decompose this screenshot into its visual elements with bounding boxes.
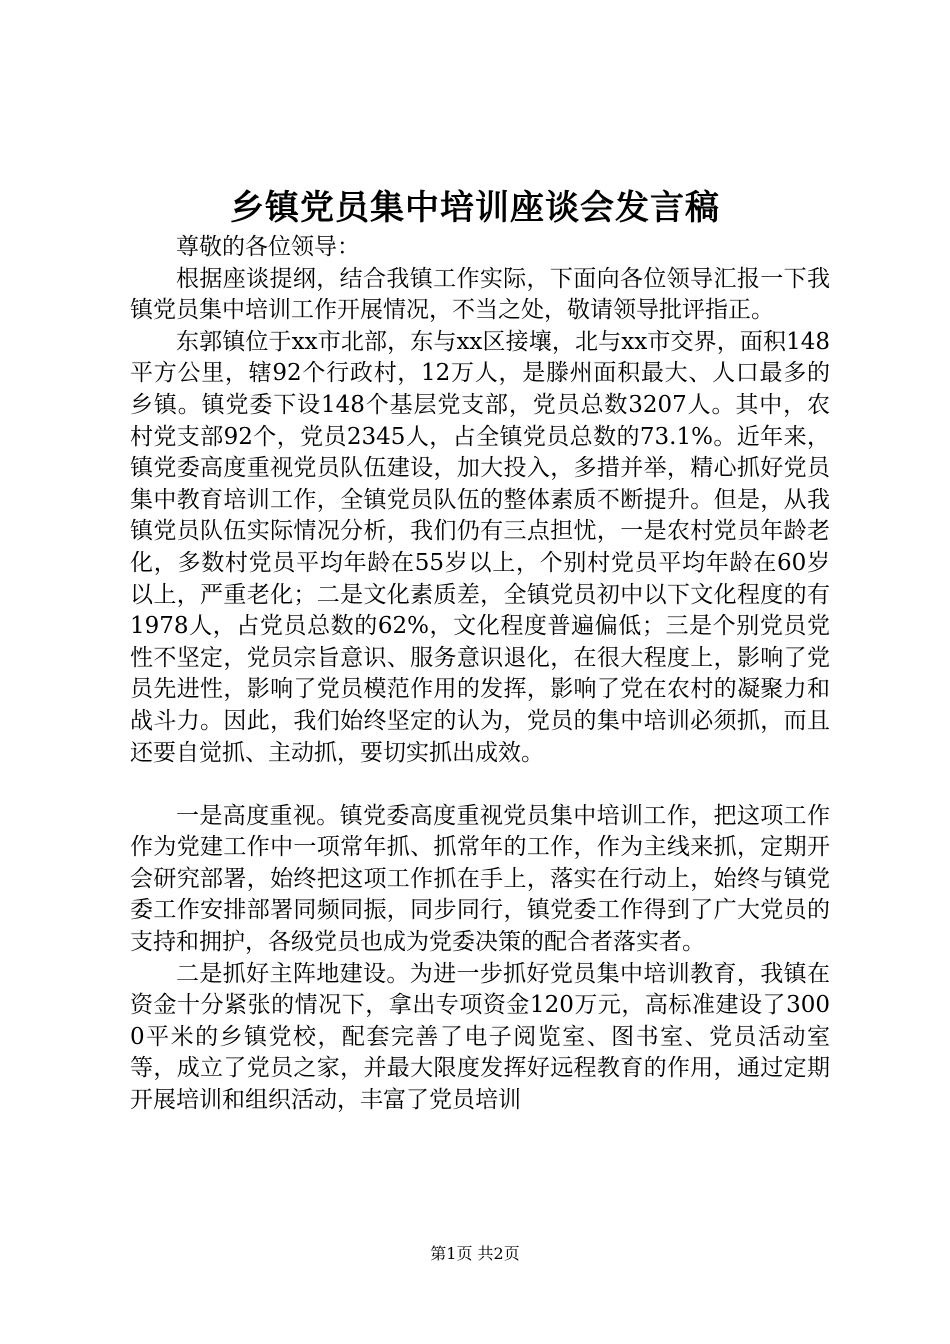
paragraph-point-one: 一是高度重视。镇党委高度重视党员集中培训工作，把这项工作作为党建工作中一项常年抓、抓常年的工作，作为主线来抓，定期开会研究部署，始终把这项工作抓在手上，落实在行动上，始终与镇党委工作安排部署同频同振，同步同行，镇党委工作得到了广大党员的支持和拥护，各级党员也成为党委决策的配合者落实者。	[130, 802, 830, 956]
document-body	[130, 232, 830, 1117]
page-footer: 第1页 共2页	[430, 1244, 520, 1263]
paragraph-intro: 根据座谈提纲，结合我镇工作实际，下面向各位领导汇报一下我镇党员集中培训工作开展情况，不当之处，敬请领导批评指正。	[130, 265, 830, 324]
paragraph-spacer	[130, 769, 830, 801]
salutation: 尊敬的各位领导：	[176, 234, 360, 260]
document-title: 乡镇党员集中培训座谈会发言稿	[230, 188, 720, 228]
paragraph-point-two: 二是抓好主阵地建设。为进一步抓好党员集中培训教育，我镇在资金十分紧张的情况下，拿出专项资金120万元，高标准建设了3000平米的乡镇党校，配套完善了电子阅览室、图书室、党员活动室等，成立了党员之家，并最大限度发挥好远程教育的作用，通过定期开展培训和组织活动，丰富了党员培训	[130, 960, 830, 1114]
paragraph-overview: 东郭镇位于xx市北部，东与xx区接壤，北与xx市交界，面积148平方公里，辖92个行政村，12万人，是滕州面积最大、人口最多的乡镇。镇党委下设148个基层党支部，党员总数3207人。其中，农村党支部92个，党员2345人，占全镇党员总数的73.1%。近年来，镇党委高度重视党员队伍建设，加大投入，多措并举，精心抓好党员集中教育培训工作，全镇党员队伍的整体素质不断提升。但是，从我镇党员队伍实际情况分析，我们仍有三点担忧，一是农村党员年龄老化，多数村党员平均年龄在55岁以上，个别村党员平均年龄在60岁以上，严重老化；二是文化素质差，全镇党员初中以下文化程度的有1978人，占党员总数的62%，文化程度普遍偏低；三是个别党员党性不坚定，党员宗旨意识、服务意识退化，在很大程度上，影响了党员先进性，影响了党员模范作用的发挥，影响了党在农村的凝聚力和战斗力。因此，我们始终坚定的认为，党员的集中培训必须抓，而且还要自觉抓、主动抓，要切实抓出成效。	[130, 328, 830, 766]
